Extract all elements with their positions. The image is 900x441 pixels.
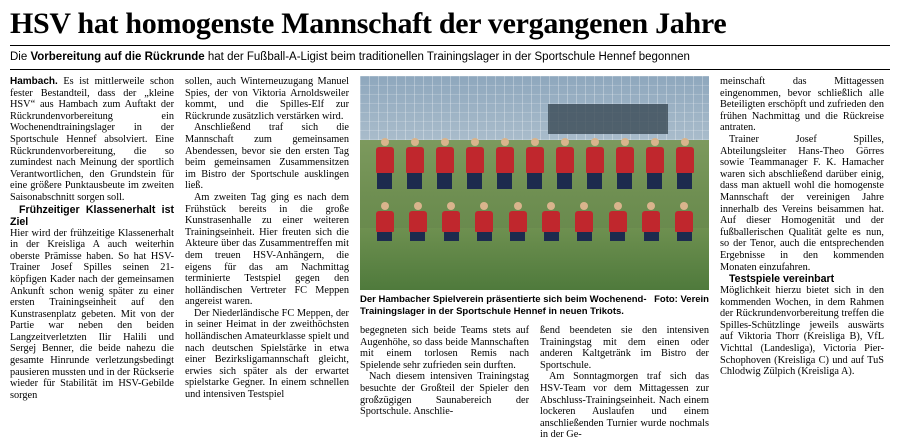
page-title: HSV hat homogenste Mannschaft der vergangenen Jahre: [10, 7, 727, 40]
divider-sub: [10, 69, 890, 70]
column-2-paragraph-3: Am zweiten Tag ging es nach dem Frühstück bereits in die große Kunstrasenhalle zu einer weiteren Trainingseinheit. Hier freuten sich die Akteure über das Zusammentreffen mit dem treuen HSV-Anhängern, die eigens für das am Nachmittag terminierte Testspiel gegen den holländischen Vertreter FC Meppen angereist waren.: [185, 191, 349, 308]
photo-player: [674, 202, 695, 276]
column-5-paragraph-3: Möglichkeit hierzu bietet sich in den kommenden Wochen, in dem Rahmen der Rückrundenvorbereitung treffen die Spilles-Schützlinge jeweils auswärts auf Viktoria Thorr (Kreisliga B), VfL Vichttal (Landesliga), Victoria Pier-Schophoven (Kreisliga C) und auf TuS Chlodwig Zülpich (Kreisliga A).: [720, 285, 884, 378]
photo-player: [607, 202, 628, 276]
article-columns: [10, 76, 890, 441]
team-photo: [360, 76, 709, 290]
column-1-paragraph-2: Hier wird der frühzeitige Klassenerhalt in der Kreisliga A auch weiterhin oberste Prämisse haben. So hat HSV-Trainer Josef Spilles seinen 21-köpfigen Kader nach der gemeinsamen Ankunft schon wenig später zu einer ersten Trainingseinheit auf den Kunstrasenplatz gebeten. Mit von der Partie war neben den beiden Langzeitverletzten Ilir Halili und Sergej Benner, die beide nahezu die gesamte Hinrunde verletzungsbedingt pausieren mussten und in der Rückserie wieder für Stabilität im HSV-Gebilde sorgen: [10, 227, 174, 401]
subhead-bold: Vorbereitung auf die Rückrunde: [30, 51, 205, 63]
column-5-paragraph-1: meinschaft das Mittagessen eingenommen, bevor schließlich alle Beteiligten erschöpft und zufrieden den frühen Nachmittag und die Rückreise antraten.: [720, 76, 884, 134]
subheading-testspiele: Testspiele vereinbart: [729, 273, 835, 286]
photo-player: [474, 202, 495, 276]
photo-player: [507, 202, 528, 276]
column-1-paragraph-1: Es ist mittlerweile schon fester Bestandteil, dass der „kleine HSV“ aus Hambach zum Auftakt der Rückrundenvorbereitung ein Wochenendtrainingslager in der Sportschule Hennef absolviert. Eine Rückrundenvorbereitung, die so zumindest nach Meinung der sportlich Verantwortlichen, den Grundstein für eine größere Punktausbeute im zweiten Saisonabschnitt sorgen soll.: [10, 76, 174, 203]
column-4-paragraph-1: ßend beendeten sie den intensiven Trainingstag mit dem einen oder anderen Kaltgetränk im Bistro der Sportschule.: [540, 325, 709, 371]
column-2: [185, 76, 349, 401]
subhead-prefix: Die: [10, 51, 31, 63]
column-2-paragraph-1: sollen, auch Winterneuzugang Manuel Spies, der von Viktoria Arnoldsweiler kommt, und die Spilles-Elf zur Rückrunde zusätzlich verstärken wird.: [185, 76, 349, 122]
paragraph: [10, 76, 174, 204]
subhead-suffix: hat der Fußball-A-Ligist beim traditionellen Trainingslager in der Sportschule Hennef begonnen: [204, 51, 690, 63]
column-1: [10, 76, 174, 401]
photo-caption-block: [360, 294, 709, 317]
subheading-klassenerhalt: Frühzeitiger Klassenerhalt ist Ziel: [10, 203, 174, 228]
column-2-paragraph-4: Der Niederländische FC Meppen, der in seiner Heimat in der zweithöchsten holländischen Amateurklasse spielt und nach deutschen Spielstärke in etwa einer Bezirksligamannschaft gleicht, erwies sich später als der erwartet spielstarke Gegner. In einem schnellen und intensiven Testspiel: [185, 307, 349, 401]
divider-top: [10, 45, 890, 46]
article-subhead: [10, 50, 890, 64]
photo-player: [374, 202, 395, 276]
column-3-paragraph-1: begegneten sich beide Teams stets auf Augenhöhe, so dass beide Mannschaften mit einem torlosen Remis nach Spielende sehr zufrieden sein durften.: [360, 325, 529, 371]
photo-player: [441, 202, 462, 276]
column-5-paragraph-2: Trainer Josef Spilles, Abteilungsleiter Hans-Theo Görres sowie Teammanager F. K. Hamacher waren sich abschließend darüber einig, dass man aktuell wohl die homogenste Mannschaft der vereinigen Jahre innerhalb des Vereins beisammen hat. Auf dieser Homogenität und der fußballerischen Qualität gelte es nun, so der Tenor, auch die entsprechenden Ergebnisse in den kommenden Monaten einzufahren.: [720, 133, 884, 273]
column-4: [540, 325, 709, 441]
photo-player: [574, 202, 595, 276]
dateline: Hambach.: [10, 76, 58, 87]
column-3: [360, 325, 529, 441]
column-5: [720, 76, 884, 378]
photo-front-row: [374, 202, 695, 276]
photo-credit: Foto: Verein: [654, 294, 709, 305]
column-3-paragraph-2: Nach diesem intensiven Trainingstag besuchte der Großteil der Spieler den großzügigen Saunabereich der Sportschule. Anschlie-: [360, 371, 529, 418]
photo-caption: Der Hambacher Spielverein präsentierte sich beim Wochenend-Trainingslager in der Sportschule Hennef in neuen Trikots.: [360, 294, 647, 317]
column-2-paragraph-2: Anschließend traf sich die Mannschaft zum gemeinsamen Abendessen, bevor sie den ersten Tag beim gemeinsamen Zusammensitzen im Bistro der Sportschule ausklingen ließ.: [185, 122, 349, 192]
photo-player: [407, 202, 428, 276]
photo-player: [541, 202, 562, 276]
column-4-paragraph-2: Am Sonntagmorgen traf sich das HSV-Team vor dem Mittagessen zur Abschluss-Trainingseinheit. Nach einem lockeren Auslaufen und einem anschließenden Turnier wurde nochmals in der Ge-: [540, 371, 709, 441]
below-photo-columns: [360, 325, 709, 441]
photo-building: [548, 104, 668, 134]
photo-block: [360, 76, 709, 441]
photo-player: [641, 202, 662, 276]
